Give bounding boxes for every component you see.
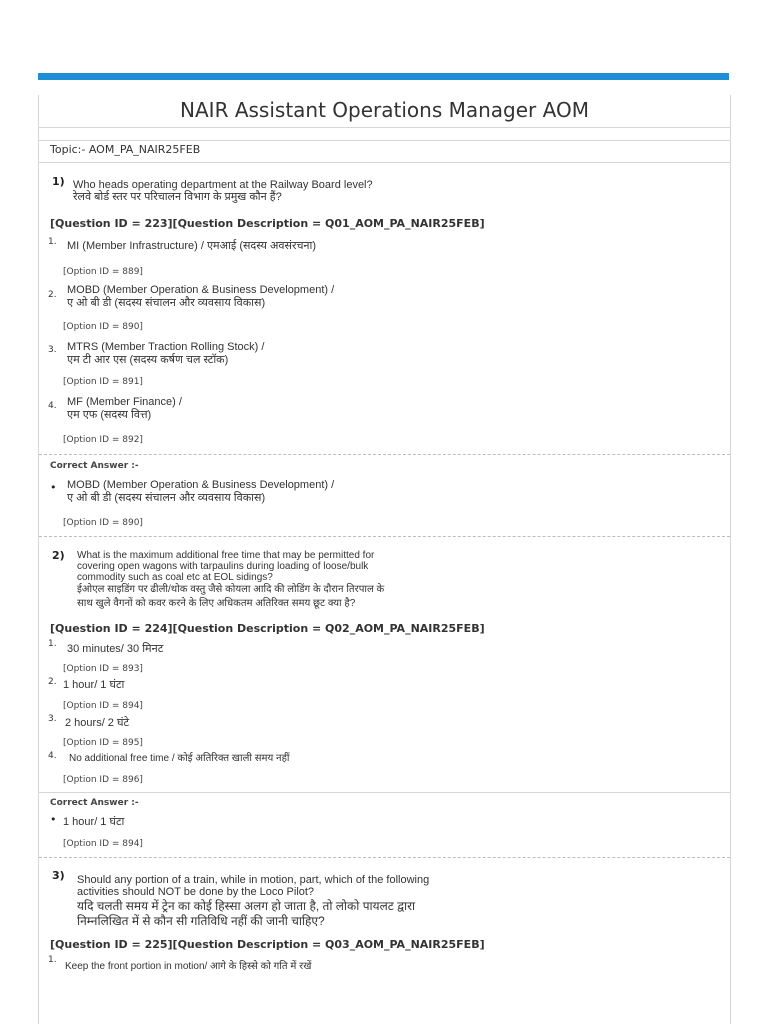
option-text: एम एफ (सदस्य वित्त) — [67, 409, 152, 421]
answer-option-id: [Option ID = 894] — [63, 839, 143, 849]
question-text-line: commodity such as coal etc at EOL sidings? — [77, 572, 273, 583]
question-text-line: ईओएल साइडिंग पर ढीली/थोक वस्तु जैसे कोयला आदि की लोडिंग के दौरान तिरपाल के — [77, 584, 385, 595]
question-text-line: Should any portion of a train, while in motion, part, which of the following — [77, 874, 430, 886]
question-text-line: साथ खुले वैगनों को कवर करने के लिए अधिकतम अतिरिक्त समय छूट क्या है? — [77, 598, 356, 609]
question-text-line: निम्नलिखित में से कौन सी गतिविधि नहीं की जानी चाहिए? — [77, 914, 325, 928]
option-text: MI (Member Infrastructure) / एमआई (सदस्य अवसंरचना) — [67, 240, 317, 252]
correct-answer-label: Correct Answer :- — [50, 798, 139, 808]
option-text: एम टी आर एस (सदस्य कर्षण चल स्टॉक) — [67, 354, 229, 366]
option-number: 3. — [48, 345, 57, 355]
option-text: ए ओ बी डी (सदस्य संचालन और व्यवसाय विकास) — [67, 297, 266, 309]
option-text: No additional free time / कोई अतिरिक्त खाली समय नहीं — [69, 753, 290, 764]
option-id: [Option ID = 889] — [63, 267, 143, 277]
question-paper — [38, 95, 731, 1024]
answer-bullet: • — [50, 481, 57, 494]
question-text-line: रेलवे बोर्ड स्तर पर परिचालन विभाग के प्रमुख कौन हैं? — [73, 191, 282, 203]
divider — [39, 140, 730, 141]
answer-option-id: [Option ID = 890] — [63, 518, 143, 528]
option-number: 1. — [48, 237, 57, 247]
option-number: 4. — [48, 751, 57, 761]
question-id-header: [Question ID = 225][Question Description = Q03_AOM_PA_NAIR25FEB] — [50, 938, 485, 951]
page-title: NAIR Assistant Operations Manager AOM — [39, 95, 730, 128]
question-number: 1) — [52, 175, 65, 188]
option-number: 3. — [48, 714, 57, 724]
option-id: [Option ID = 893] — [63, 664, 143, 674]
option-number: 1. — [48, 955, 57, 965]
correct-answer-label: Correct Answer :- — [50, 461, 139, 471]
option-id: [Option ID = 896] — [63, 775, 143, 785]
question-number: 2) — [52, 549, 65, 562]
header-accent-bar — [38, 73, 729, 80]
option-text: Keep the front portion in motion/ आगे के हिस्से को गति में रखें — [65, 961, 312, 972]
question-number: 3) — [52, 869, 65, 882]
option-id: [Option ID = 891] — [63, 377, 143, 387]
question-id-header: [Question ID = 224][Question Description = Q02_AOM_PA_NAIR25FEB] — [50, 622, 485, 635]
question-text-line: Who heads operating department at the Railway Board level? — [73, 179, 373, 191]
divider — [39, 792, 730, 793]
question-text-line: activities should NOT be done by the Loco Pilot? — [77, 886, 315, 898]
question-text-line: covering open wagons with tarpaulins during loading of loose/bulk — [77, 561, 369, 572]
divider — [39, 162, 730, 163]
option-text: 1 hour/ 1 घंटा — [63, 679, 125, 691]
option-number: 4. — [48, 401, 57, 411]
option-text: MOBD (Member Operation & Business Development) / — [67, 284, 335, 296]
option-text: MTRS (Member Traction Rolling Stock) / — [67, 341, 265, 353]
question-text-line: What is the maximum additional free time that may be permitted for — [77, 550, 375, 561]
option-text: 2 hours/ 2 घंटे — [65, 717, 130, 729]
option-number: 2. — [48, 290, 57, 300]
divider — [39, 454, 730, 455]
question-id-header: [Question ID = 223][Question Description = Q01_AOM_PA_NAIR25FEB] — [50, 217, 485, 230]
option-id: [Option ID = 890] — [63, 322, 143, 332]
divider — [39, 536, 730, 537]
option-number: 1. — [48, 639, 57, 649]
option-id: [Option ID = 892] — [63, 435, 143, 445]
option-id: [Option ID = 894] — [63, 701, 143, 711]
option-text: MF (Member Finance) / — [67, 396, 182, 408]
answer-text: ए ओ बी डी (सदस्य संचालन और व्यवसाय विकास) — [67, 492, 266, 504]
answer-text: MOBD (Member Operation & Business Development) / — [67, 479, 335, 491]
option-id: [Option ID = 895] — [63, 738, 143, 748]
option-number: 2. — [48, 677, 57, 687]
option-text: 30 minutes/ 30 मिनट — [67, 643, 164, 655]
topic-label: Topic:- AOM_PA_NAIR25FEB — [50, 143, 201, 156]
answer-bullet: • — [50, 813, 57, 826]
question-text-line: यदि चलती समय में ट्रेन का कोई हिस्सा अलग हो जाता है, तो लोको पायलट द्वारा — [77, 899, 416, 913]
answer-text: 1 hour/ 1 घंटा — [63, 816, 125, 828]
divider — [39, 857, 730, 858]
